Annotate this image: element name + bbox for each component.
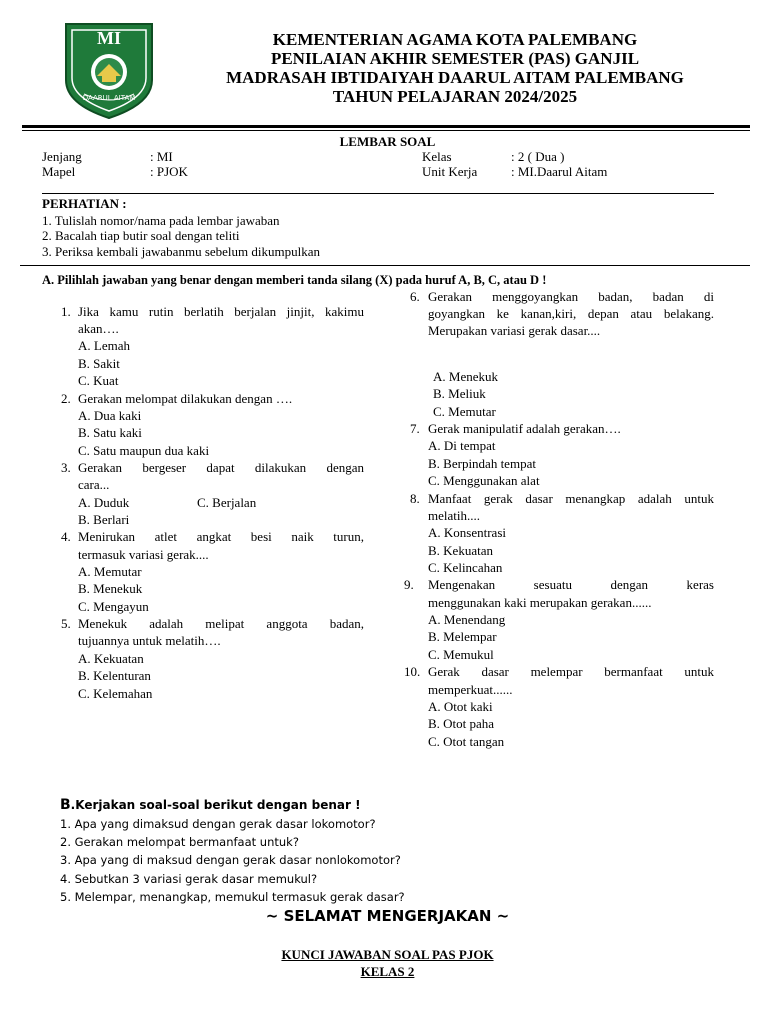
answer-option: C. Otot tangan [428, 734, 505, 749]
school-logo [62, 20, 156, 120]
answer-option: A. Menekuk [433, 369, 498, 384]
answer-option: B. Berlari [78, 512, 130, 527]
question-text: Menirukan atlet angkat besi naik turun, [78, 529, 364, 544]
unit-label: Unit Kerja [422, 164, 478, 179]
essay-question: 3. Apa yang di maksud dengan gerak dasar nonlokomotor? [60, 853, 401, 867]
answer-option: B. Kekuatan [428, 543, 493, 558]
section-a-instruction: A. Pilihlah jawaban yang benar dengan memberi tanda silang (X) pada huruf A, B, C, atau D ! [42, 273, 547, 287]
mapel-label: Mapel [42, 164, 76, 179]
question-text: Gerakan melompat dilakukan dengan …. [78, 391, 293, 406]
header-school: MADRASAH IBTIDAIYAH DAARUL AITAM PALEMBANG [226, 68, 684, 87]
logo-text-bottom: DAARUL AITAM [82, 94, 136, 102]
section-b-heading [60, 797, 361, 813]
answer-option: A. Konsentrasi [428, 525, 506, 540]
question-text: akan…. [78, 321, 119, 336]
answer-option: B. Satu kaki [78, 425, 142, 440]
answer-option: A. Di tempat [428, 438, 496, 453]
question-number: 3. [61, 460, 71, 475]
header-rule-thick [22, 125, 750, 128]
question-text: Gerakan bergeser dapat dilakukan dengan [78, 460, 364, 475]
question-text: Merupakan variasi gerak dasar.... [428, 323, 601, 338]
header-exam: PENILAIAN AKHIR SEMESTER (PAS) GANJIL [270, 49, 640, 68]
question-number: 2. [61, 391, 71, 406]
unit-value: : MI.Daarul Aitam [511, 164, 608, 179]
answer-option: B. Sakit [78, 356, 120, 371]
jenjang-label: Jenjang [42, 149, 82, 164]
answer-option: A. Dua kaki [78, 408, 142, 423]
question-text: Mengenakan sesuatu dengan keras [428, 577, 714, 592]
answer-option: C. Memukul [428, 647, 494, 662]
answer-option: A. Lemah [78, 338, 130, 353]
answer-option: C. Kuat [78, 373, 119, 388]
answer-option: C. Kelincahan [428, 560, 503, 575]
perhatian-item: 2. Bacalah tiap butir soal dengan teliti [42, 228, 240, 243]
question-text: Gerakan menggoyangkan badan, badan di [428, 289, 714, 304]
answer-option: B. Otot paha [428, 716, 495, 731]
answer-option: C. Kelemahan [78, 686, 153, 701]
essay-question: 1. Apa yang dimaksud dengan gerak dasar lokomotor? [60, 817, 376, 831]
question-number: 4. [61, 529, 71, 544]
kelas-label: Kelas [422, 149, 452, 164]
answer-option: C. Menggunakan alat [428, 473, 540, 488]
closing-message: ~ SELAMAT MENGERJAKAN ~ [265, 907, 510, 925]
question-text: Jika kamu rutin berlatih berjalan jinjit, kakimu [78, 304, 364, 319]
jenjang-value: : MI [150, 149, 173, 164]
question-text: tujuannya untuk melatih…. [78, 633, 221, 648]
question-number: 1. [61, 304, 71, 319]
question-number: 9. [404, 577, 414, 592]
question-text: cara... [78, 477, 110, 492]
answer-option: A. Kekuatan [78, 651, 144, 666]
question-number: 6. [410, 289, 420, 304]
answer-option: A. Duduk [78, 495, 130, 510]
question-number: 7. [410, 421, 420, 436]
info-divider [42, 193, 714, 194]
essay-question: 2. Gerakan melompat bermanfaat untuk? [60, 835, 299, 849]
question-text: goyangkan ke kanan,kiri, depan atau belakang. [428, 306, 714, 321]
answer-key-class: KELAS 2 [360, 964, 415, 979]
header-ministry: KEMENTERIAN AGAMA KOTA PALEMBANG [272, 30, 638, 49]
question-text: Menekuk adalah melipat anggota badan, [78, 616, 364, 631]
answer-option: C. Memutar [433, 404, 496, 419]
question-text: menggunakan kaki merupakan gerakan...... [428, 595, 652, 610]
logo-text-top: MI [97, 28, 121, 48]
answer-option: A. Menendang [428, 612, 506, 627]
header-rule-thin [22, 130, 750, 131]
essay-question: 4. Sebutkan 3 variasi gerak dasar memukul? [60, 872, 318, 886]
question-text: termasuk variasi gerak.... [78, 547, 209, 562]
answer-option: A. Otot kaki [428, 699, 493, 714]
mapel-value: : PJOK [150, 164, 188, 179]
answer-option: B. Menekuk [78, 581, 143, 596]
perhatian-title: PERHATIAN : [42, 196, 127, 211]
section-b-letter: B [60, 797, 71, 813]
answer-option: B. Meliuk [433, 386, 486, 401]
answer-option: A. Memutar [78, 564, 142, 579]
question-text: memperkuat...... [428, 682, 513, 697]
question-text: Manfaat gerak dasar menangkap adalah untuk [428, 491, 714, 506]
answer-option: B. Berpindah tempat [428, 456, 536, 471]
answer-option: C. Satu maupun dua kaki [78, 443, 210, 458]
perhatian-item: 3. Periksa kembali jawabanmu sebelum dikumpulkan [42, 244, 320, 259]
header-year: TAHUN PELAJARAN 2024/2025 [332, 87, 578, 106]
question-number: 5. [61, 616, 71, 631]
perhatian-item: 1. Tulislah nomor/nama pada lembar jawaban [42, 213, 280, 228]
question-number: 8. [410, 491, 420, 506]
kelas-value: : 2 ( Dua ) [511, 149, 565, 164]
answer-option: C. Mengayun [78, 599, 149, 614]
answer-key-title: KUNCI JAWABAN SOAL PAS PJOK [281, 947, 494, 962]
perhatian-divider [20, 265, 750, 266]
question-text: Gerak dasar melempar bermanfaat untuk [428, 664, 714, 679]
essay-question: 5. Melempar, menangkap, memukul termasuk gerak dasar? [60, 890, 405, 904]
question-number: 10. [404, 664, 421, 679]
sheet-title: LEMBAR SOAL [339, 134, 436, 149]
answer-option: B. Melempar [428, 629, 497, 644]
answer-option: B. Kelenturan [78, 668, 151, 683]
question-text: melatih.... [428, 508, 480, 523]
question-text: Gerak manipulatif adalah gerakan…. [428, 421, 621, 436]
section-b-instruction: .Kerjakan soal-soal berikut dengan benar ! [70, 798, 361, 812]
answer-option: C. Berjalan [197, 495, 257, 510]
